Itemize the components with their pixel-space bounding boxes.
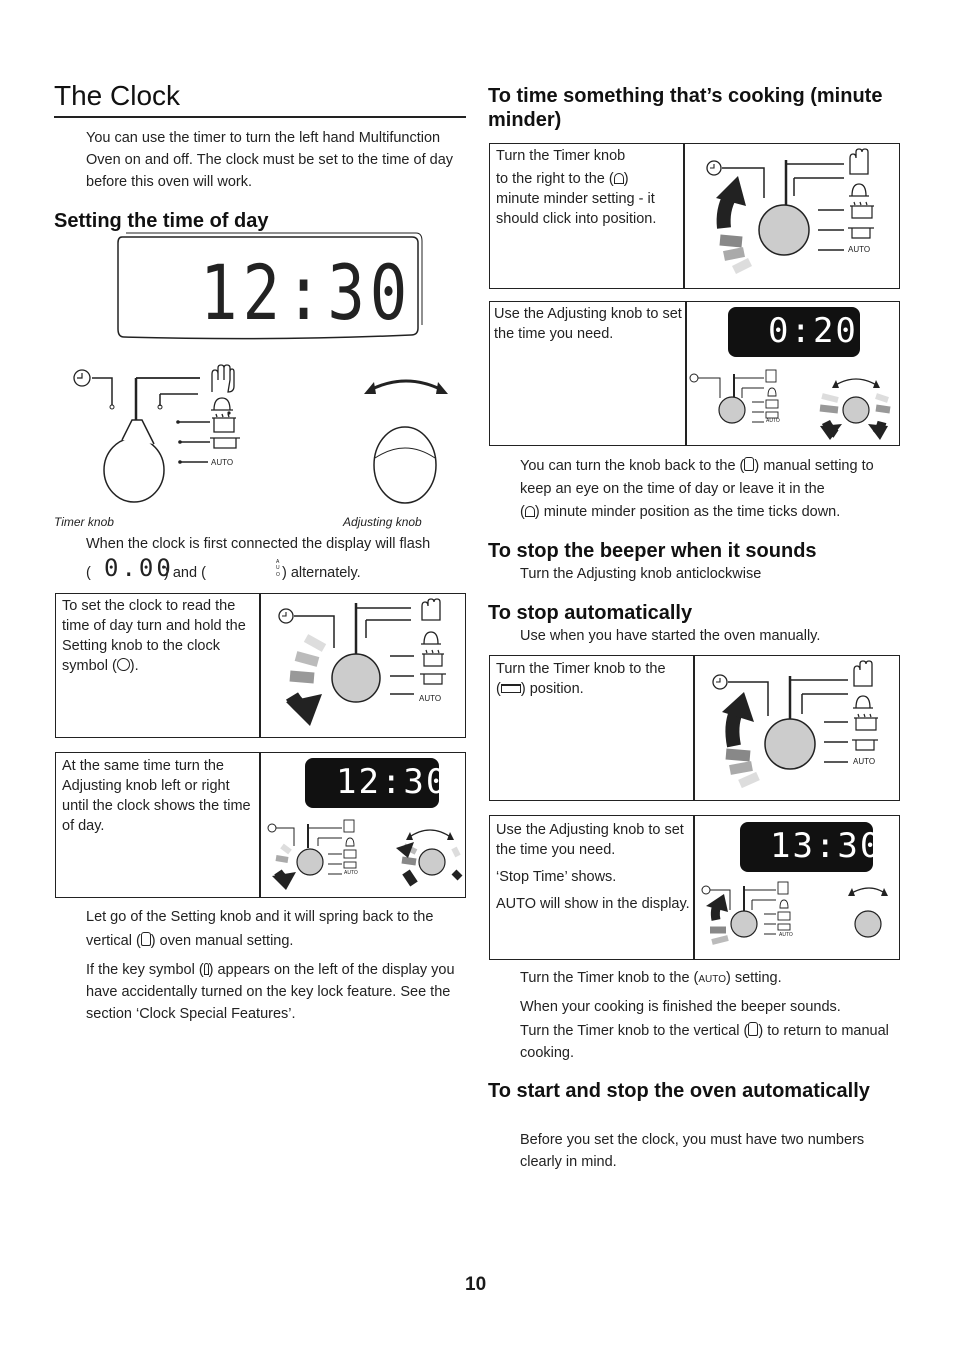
lcd-time-box4: 0:20 [768, 311, 858, 351]
minute-minder-heading: To time something that’s cooking (minute minder) [488, 85, 883, 131]
title-underline [54, 116, 466, 118]
box3-rest: minute minder setting - it should click into position. [496, 191, 657, 227]
flash-value: 0.00 [104, 554, 174, 582]
auto-label-large: AUTO [211, 458, 234, 467]
auto-setting-paragraph [520, 967, 782, 991]
box3-line2 [496, 169, 682, 189]
box6-text [496, 820, 690, 914]
auto-label-box3: AUTO [848, 245, 871, 254]
back-text-2: ) manual setting to keep an eye on the time of day or leave it in the [520, 458, 874, 497]
hand-icon [744, 457, 754, 471]
box1-text-end: ). [129, 658, 139, 674]
stop-auto-heading: To stop automatically [488, 602, 693, 624]
box-divider [693, 815, 695, 960]
box5-line2a: ( [496, 681, 501, 697]
intro-paragraph: You can use the timer to turn the left hand Multifunction Oven on and off. The clock must be set to the time of day before this oven will work. [86, 130, 454, 190]
bottom-heat-icon [501, 684, 521, 693]
key-text-1: If the key symbol ( [86, 962, 204, 978]
letgo-text-2: ) oven manual setting. [150, 933, 294, 949]
stop-auto-text: Use when you have started the oven manually. [520, 628, 821, 644]
flash-end: ) alternately. [282, 565, 361, 581]
hand-icon [748, 1022, 758, 1036]
auto-setting-label: AUTO [698, 974, 726, 985]
box1-text [62, 596, 256, 676]
box6-line3: AUTO will show in the display. [496, 896, 690, 912]
box3-line1: Turn the Timer knob [496, 148, 626, 164]
box-divider [259, 752, 261, 898]
knob-back-paragraph [520, 455, 902, 524]
stop-beeper-heading: To stop the beeper when it sounds [488, 540, 817, 562]
key-paragraph [86, 959, 468, 1025]
box-divider [683, 143, 685, 289]
flash-line: When the clock is first connected the display will flash [86, 536, 431, 552]
key-text-2: ) appears on the left of the display you have accidentally turned on the key lock feature. See the section ‘Clock Special Features’. [86, 962, 455, 1022]
box6-line2: ‘Stop Time’ shows. [496, 869, 617, 885]
finished-line2 [520, 1020, 902, 1064]
svg-text:A: A [276, 559, 280, 565]
back-text-1: You can turn the knob back to the ( [520, 458, 745, 474]
auto-label-box2: AUTO [344, 870, 358, 876]
auto-label-box6: AUTO [779, 932, 793, 938]
box3-line2b: ) [623, 171, 629, 187]
back-text-3: ( [520, 504, 525, 520]
letgo-text-1: Let go of the Setting knob and it will spring back to the vertical ( [86, 909, 434, 949]
bell-icon [525, 506, 535, 517]
box-divider [685, 301, 687, 446]
page-title: The Clock [54, 80, 181, 111]
flash-and: ) and ( [164, 565, 206, 581]
setting-heading: Setting the time of day [54, 210, 269, 232]
box5-text [496, 659, 690, 699]
box6-knobs-diagram [700, 880, 890, 952]
box1-text-main: To set the clock to read the time of day turn and hold the Setting knob to the clock symbol ( [62, 598, 246, 674]
letgo-paragraph [86, 905, 468, 953]
autoset-text-2: ) setting. [726, 970, 782, 986]
box5-line1: Turn the Timer knob to the [496, 661, 666, 677]
auto-label-box5: AUTO [853, 757, 876, 766]
timer-knob-to-minute-minder-diagram [700, 148, 890, 280]
finished-line1: When your cooking is finished the beeper sounds. [520, 999, 841, 1015]
start-stop-text: Before you set the clock, you must have two numbers clearly in mind. [520, 1132, 865, 1170]
clock-icon [117, 658, 130, 671]
box5-line2c: ) position. [520, 681, 584, 697]
finished-text-2a: Turn the Timer knob to the vertical ( [520, 1023, 749, 1039]
adjusting-knob-caption: Adjusting knob [343, 515, 422, 529]
box3-line2a: to the right to the ( [496, 171, 614, 187]
svg-text:U: U [276, 565, 280, 571]
timer-knob-to-clock-diagram [276, 598, 456, 728]
box5-line2 [496, 679, 690, 699]
finished-text-2b: ) to return to manual cooking. [520, 1023, 889, 1061]
box2-knobs-diagram [268, 816, 460, 892]
box2-text: At the same time turn the Adjusting knob left or right until the clock shows the time of day. [62, 758, 251, 834]
bell-icon [614, 173, 624, 184]
timer-knob-caption: Timer knob [54, 515, 114, 529]
box3-text [496, 146, 682, 229]
start-stop-heading: To start and stop the oven automatically [488, 1080, 870, 1102]
autoset-text-1: Turn the Timer knob to the ( [520, 970, 699, 986]
hand-icon [141, 932, 151, 946]
box-divider [693, 655, 695, 801]
box-divider [259, 593, 261, 738]
back-text-4: ) minute minder position as the time ticks down. [534, 504, 841, 520]
box4-text: Use the Adjusting knob to set the time you need. [494, 306, 682, 342]
display-time: 12:30 [200, 248, 413, 337]
auto-label-box4: AUTO [766, 418, 780, 424]
stop-beeper-text: Turn the Adjusting knob anticlockwise [520, 566, 762, 582]
lcd-time-box6: 13:30 [770, 826, 883, 866]
knobs-illustration [70, 360, 450, 510]
svg-text:O: O [276, 572, 280, 578]
box4-knobs-diagram [690, 368, 896, 440]
timer-knob-to-auto-diagram [708, 660, 892, 792]
page-number: 10 [465, 1274, 487, 1295]
flash-open: ( [86, 565, 91, 581]
lcd-time-box2: 12:30 [336, 762, 449, 802]
auto-label-box1: AUTO [419, 694, 442, 703]
box6-line1: Use the Adjusting knob to set the time you need. [496, 822, 684, 858]
